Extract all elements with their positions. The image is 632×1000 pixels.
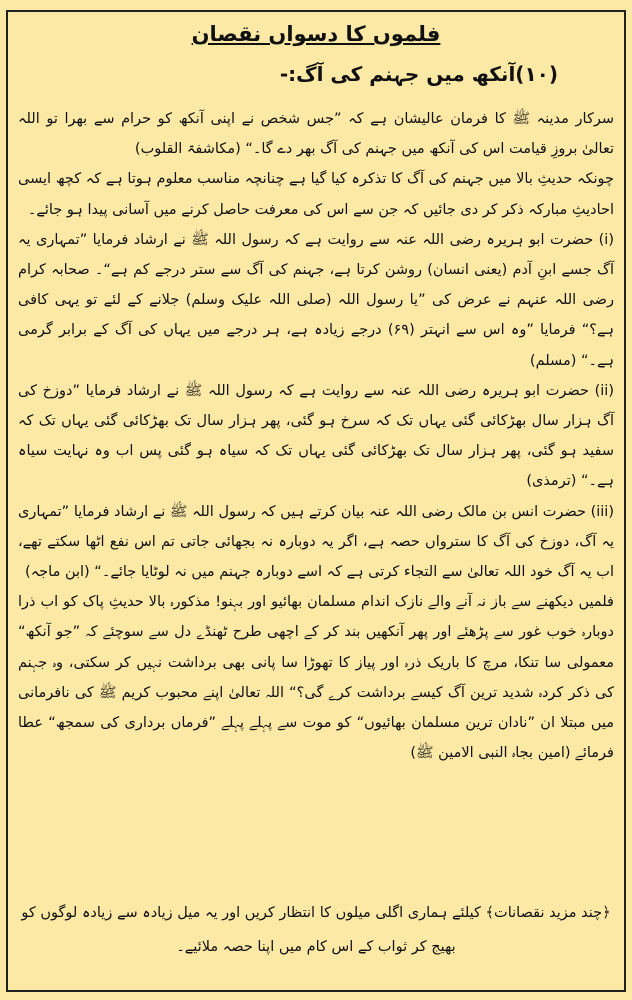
page-title: فلموں کا دسواں نقصان: [191, 22, 441, 46]
article-body: [18, 104, 614, 768]
paragraph-hadith-intro: سرکار مدینہ ﷺ کا فرمان عالیشان ہے کہ ”جس شخص نے اپنی آنکھ کو حرام سے بھرا تو اللہ تعالیٰ بروزِ قیامت اس کی آنکھ میں جہنم کی آگ بھر دے گا۔“ (مکاشفۃ القلوب): [18, 111, 614, 158]
footer-note: ﴿چند مزید نقصانات﴾ کیلئے ہماری اگلی میلوں کا انتظار کریں اور یہ میل زیادہ سے زیادہ لوگوں کو بھیج کر ثواب کے اس کام میں اپنا حصہ ملائیے۔: [21, 905, 611, 955]
section-heading: (۱۰)آنکھ میں جہنم کی آگ:-: [279, 62, 558, 86]
paragraph-hadith-iii: (iii) حضرت انس بن مالک رضی اللہ عنہ بیان کرتے ہیں کہ رسول اللہ ﷺ نے ارشاد فرمایا ”تمہاری یہ آگ، دوزخ کی آگ کا سترواں حصہ ہے، اگر یہ دوبارہ نہ بجھائی جاتی تم اس نفع اٹھا سکتے تھے، اب یہ آگ خود اللہ تعالیٰ سے التجاء کرتی ہے کہ اسے دوبارہ جہنم میں نہ لوٹایا جائے۔“ (ابن ماجہ): [18, 503, 614, 581]
paragraph-hadith-ii: (ii) حضرت ابو ہریرہ رضی اللہ عنہ سے روایت ہے کہ رسول اللہ ﷺ نے ارشاد فرمایا ”دوزخ کی آگ ہزار سال بھڑکائی گئی یہاں تک کہ سرخ ہو گئی، پھر ہزار سال تک بھڑکائی گئی یہاں تک کہ سفید ہو گئی، پھر ہزار سال تک بھڑکائی گئی یہاں تک کہ سیاہ ہو گئی پس اب وہ نہایت سیاہ ہے۔“ (ترمذی): [18, 382, 614, 490]
paragraph-hadith-i: (i) حضرت ابو ہریرہ رضی اللہ عنہ سے روایت ہے کہ رسول اللہ ﷺ نے ارشاد فرمایا ”تمہاری یہ آگ جسے ابنِ آدم (یعنی انسان) روشن کرتا ہے، جہنم کی آگ سے ستر درجے کم ہے“۔ صحابہ کرام رضی اللہ عنہم نے عرض کی ”یا رسول اللہ (صلی اللہ علیک وسلم) جلانے کے لئے تو یہی کافی ہے؟“ فرمایا ”وہ اس سے انہتر (۶۹) درجے زیادہ ہے، ہر درجے میں یہاں کی آگ کے برابر گرمی ہے۔“ (مسلم): [18, 231, 614, 369]
paragraph-exhortation: فلمیں دیکھنے سے باز نہ آنے والے نازک اندام مسلمان بھائیو اور بہنو! مذکورہ بالا حدیثِ پاک کو اب ذرا دوبارہ خوب غور سے پڑھئے اور پھر آنکھیں بند کر کے اچھی طرح ٹھنڈے دل سے سوچئے کہ ”جو آنکھ“ معمولی سا تنکا، مرچ کا باریک ذرہ اور پیاز کا تھوڑا سا پانی بھی برداشت نہیں کر سکتی، وہ جہنم کی ذکر کردہ شدید ترین آگ کیسے برداشت کرے گی؟“ اللہ تعالیٰ اپنے محبوب کریم ﷺ کی نافرمانی میں مبتلا ان ”نادان ترین مسلمان بھائیوں“ کو موت سے پہلے پہلے ”فرماں برداری کی سمجھ“ عطا فرمائے (امین بجاہ النبی الامین ﷺ): [18, 594, 614, 762]
paragraph-context: چونکہ حدیثِ بالا میں جہنم کی آگ کا تذکرہ کیا گیا ہے چنانچہ مناسب معلوم ہوتا ہے کہ کچھ ایسی احادیثِ مبارکہ ذکر کر دی جائیں کہ جن سے اس کی معرفت حاصل کرنے میں آسانی پیدا ہو جائے۔: [18, 171, 614, 218]
